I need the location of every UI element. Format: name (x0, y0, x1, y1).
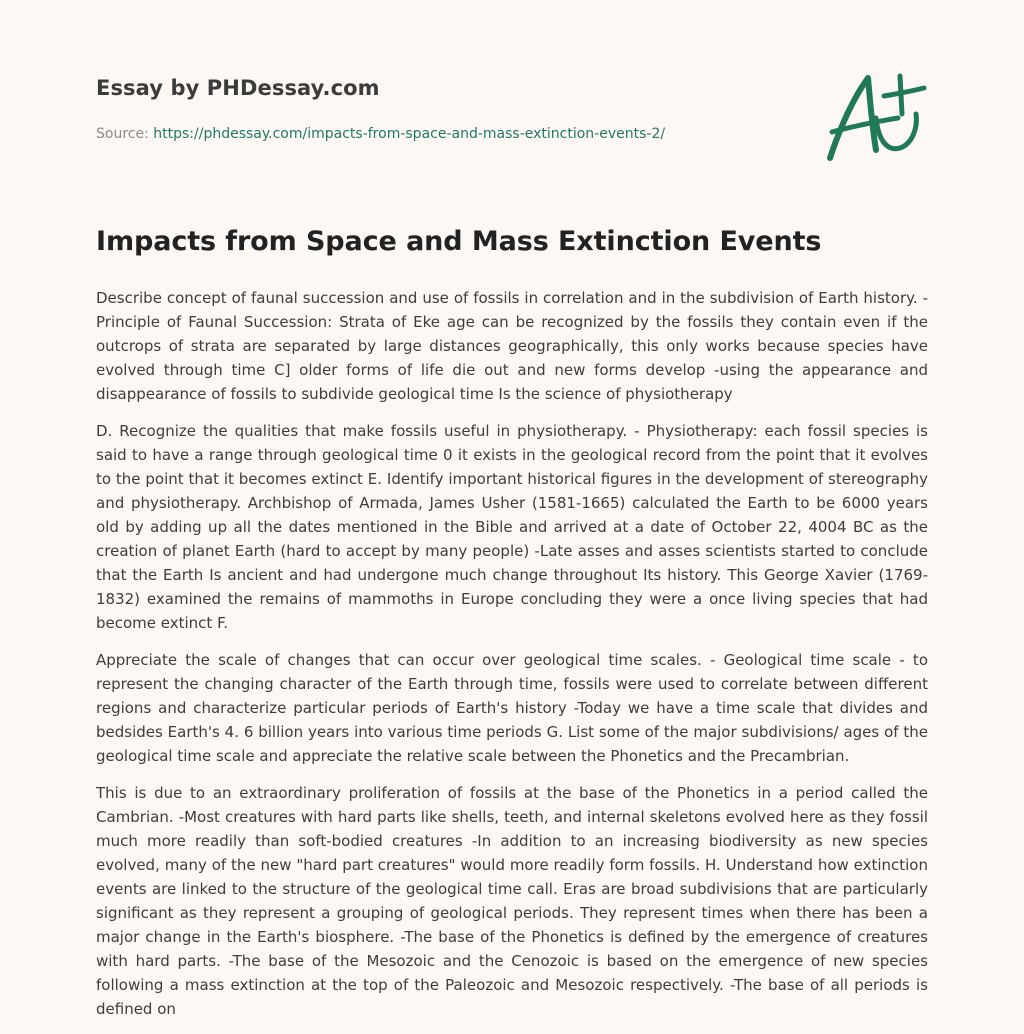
a-plus-grade-logo (818, 66, 930, 166)
source-line (96, 126, 665, 142)
essay-paragraph: D. Recognize the qualities that make fossils useful in physiotherapy. - Physiotherapy: each fossil species is said to have a range through geological time 0 it exists in the geological record from the point that it evolves to the point that it becomes extinct E. Identify important historical figures in the development of stereography and physiotherapy. Archbishop of Armada, James Usher (1581-1665) calculated the Earth to be 6000 years old by adding up all the dates mentioned in the Bible and arrived at a date of October 22, 4004 BC as the creation of planet Earth (hard to accept by many people) -Late asses and asses scientists started to conclude that the Earth Is ancient and had undergone much change throughout Its history. This George Xavier (1769-1832) examined the remains of mammoths in Europe concluding they were a once living species that had become extinct F. (96, 422, 928, 632)
a-plus-logo-icon (818, 66, 930, 166)
document-header (96, 76, 836, 142)
essay-paragraph: Appreciate the scale of changes that can occur over geological time scales. - Geological time scale - to represent the changing character of the Earth through time, fossils were used to correlate between different regions and characterize particular periods of Earth's history -Today we have a time scale that divides and bedsides Earth's 4. 6 billion years into various time periods G. List some of the major subdivisions/ ages of the geological time scale and appreciate the relative scale between the Phonetics and the Precambrian. (96, 651, 928, 765)
site-brand: Essay by PHDessay.com (96, 76, 380, 100)
source-label: Source: (96, 126, 149, 142)
essay-paragraph: This is due to an extraordinary proliferation of fossils at the base of the Phonetics in a period called the Cambrian. -Most creatures with hard parts like shells, teeth, and internal skeletons evolved here as they fossil much more readily than soft-bodied creatures -In addition to an increasing biodiversity as new species evolved, many of the new "hard part creatures" would more readily form fossils. H. Understand how extinction events are linked to the structure of the geological time call. Eras are broad subdivisions that are particularly significant as they represent a grouping of geological periods. They represent times when there has been a major change in the Earth's biosphere. -The base of the Phonetics is defined by the emergence of creatures with hard parts. -The base of the Mesozoic and the Cenozoic is based on the emergence of new species following a mass extinction at the top of the Paleozoic and Mesozoic respectively. -The base of all periods is defined on (96, 784, 928, 1018)
essay-paragraph: Describe concept of faunal succession and use of fossils in correlation and in the subdivision of Earth history. - Principle of Faunal Succession: Strata of Eke age can be recognized by the fossils they contain even if the outcrops of strata are separated by large distances geographically, this only works because species have evolved through time C] older forms of life die out and new forms develop -using the appearance and disappearance of fossils to subdivide geological time Is the science of physiotherapy (96, 289, 928, 403)
source-link[interactable]: https://phdessay.com/impacts-from-space-and-mass-extinction-events-2/ (153, 126, 666, 142)
essay-body (96, 286, 928, 1034)
essay-title: Impacts from Space and Mass Extinction Events (96, 226, 822, 257)
